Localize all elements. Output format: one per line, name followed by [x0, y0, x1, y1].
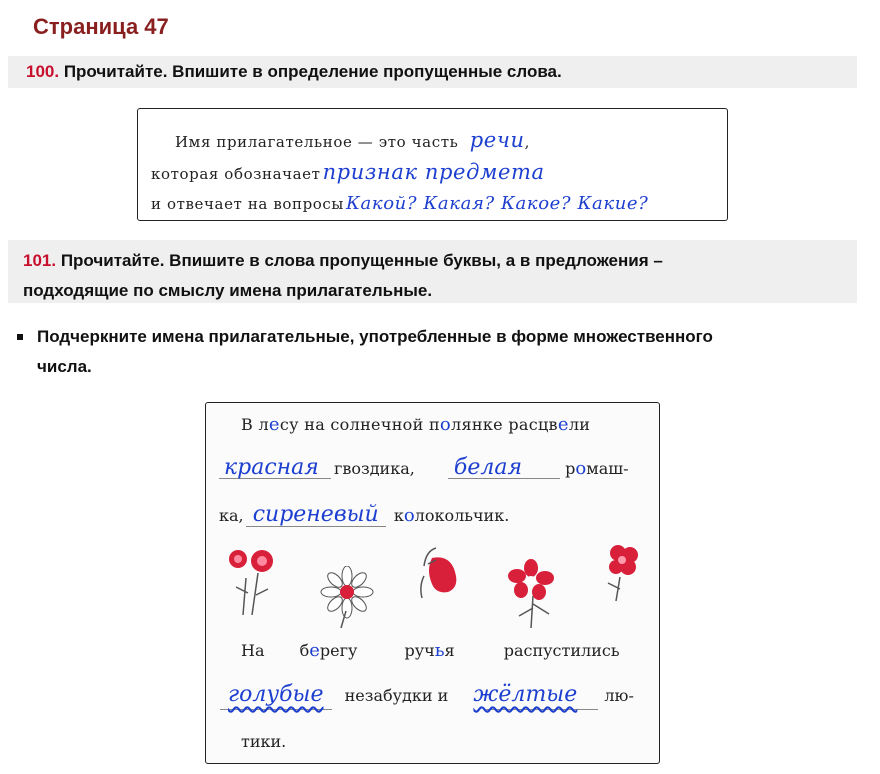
answer-belaya: белая	[453, 455, 523, 480]
inserted-letter: о	[403, 505, 415, 526]
inserted-letter: е	[309, 640, 320, 661]
inserted-letter: е	[557, 414, 569, 435]
definition-line-3: и отвечает на вопросы	[151, 195, 344, 213]
sentence-line-5: голубые незабудки и жёлтые лю-	[228, 682, 634, 707]
sentence-line-3: ка, сиреневый колокольчик.	[219, 502, 510, 527]
page-title: Страница 47	[33, 14, 169, 39]
carnation-illustration	[218, 543, 280, 615]
inserted-letter: ь	[434, 640, 445, 661]
answer-krasnaya: красная	[224, 455, 319, 480]
definition-line-1: Имя прилагательное — это часть	[175, 133, 459, 151]
sentence-line-1: В лесу на солнечной полянке расцвели	[241, 414, 591, 435]
definition-box	[137, 108, 728, 221]
task-number: 101.	[23, 251, 57, 270]
answer-rechi: речи	[469, 128, 525, 152]
sentence-line-2: красная гвоздика, белая ромаш-	[224, 455, 629, 480]
inserted-letter: е	[268, 414, 280, 435]
task-text-line-1: Прочитайте. Впишите в слова пропущенные буквы, а в предложения –	[60, 251, 663, 270]
comma: ,	[524, 133, 530, 151]
task-100-header	[8, 56, 857, 88]
poppy-illustration	[598, 543, 650, 601]
sentence-line-4: На берегу ручья распустились	[241, 640, 620, 661]
task-101-header	[8, 240, 857, 303]
answer-golubye: голубые	[228, 682, 324, 707]
blank-line	[486, 709, 598, 710]
answer-zheltye: жёлтые	[473, 682, 578, 707]
task-number: 100.	[26, 62, 60, 81]
inserted-letter: о	[439, 414, 452, 435]
blank-line	[220, 709, 332, 710]
bullet-line-2: числа.	[37, 357, 92, 376]
exercise-box	[205, 402, 660, 764]
bellflower-illustration	[414, 546, 464, 601]
sentence-line-6: тики.	[241, 732, 287, 751]
task-text-line-2: подходящие по смыслу имена прилагательные.	[23, 281, 433, 300]
inserted-letter: о	[575, 458, 587, 479]
answer-priznak: признак предмета	[322, 160, 545, 184]
task-text: Прочитайте. Впишите в определение пропущенные слова.	[63, 62, 562, 81]
campion-illustration	[501, 558, 563, 628]
bullet-instruction	[17, 322, 837, 382]
answer-sireneviy: сиреневый	[252, 502, 379, 527]
definition-line-2: которая обозначает	[151, 165, 321, 183]
daisy-illustration	[316, 566, 378, 628]
bullet-line-1: Подчеркните имена прилагательные, употребленные в форме множественного	[37, 327, 713, 346]
bullet-marker	[17, 334, 23, 340]
answer-questions: Какой? Какая? Какое? Какие?	[345, 193, 649, 214]
